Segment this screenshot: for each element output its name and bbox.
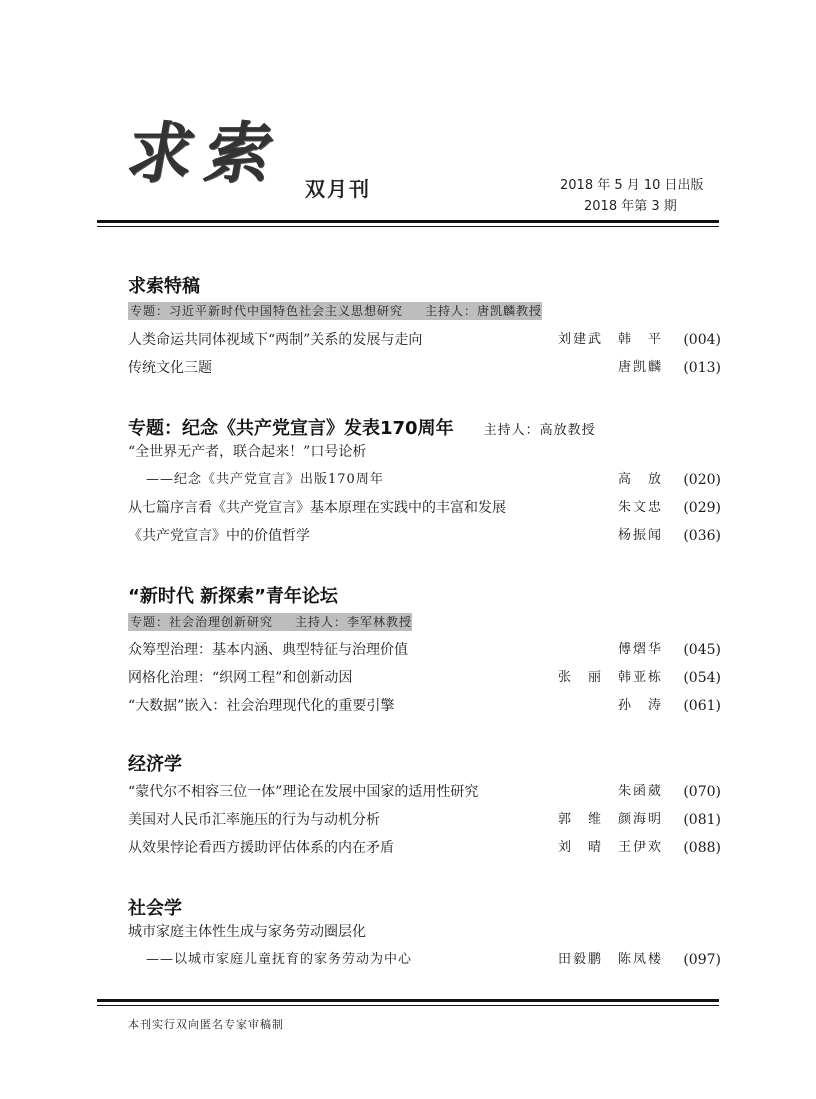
article-title: 网格化治理：“织网工程”和创新动因 bbox=[128, 670, 353, 686]
article-title: 从效果悖论看西方援助评估体系的内在矛盾 bbox=[128, 840, 394, 856]
footer-rule-thick bbox=[97, 999, 719, 1002]
toc-entry[interactable] bbox=[128, 640, 721, 660]
article-authors: 唐凯麟 bbox=[617, 360, 663, 375]
article-page: (004) bbox=[683, 332, 721, 348]
section-title: 社会学 bbox=[128, 898, 182, 919]
article-authors: 朱函葳 bbox=[617, 784, 663, 799]
article-authors: 孙 涛 bbox=[617, 698, 663, 713]
toc-entry[interactable] bbox=[128, 696, 721, 716]
article-subtitle: ——纪念《共产党宣言》出版170周年 bbox=[146, 472, 384, 487]
section-title: 经济学 bbox=[128, 754, 182, 775]
article-title: 城市家庭主体性生成与家务劳动圈层化 bbox=[128, 924, 366, 940]
section-title: “新时代 新探索”青年论坛 bbox=[128, 586, 338, 607]
article-authors: 高 放 bbox=[617, 472, 663, 487]
toc-entry[interactable] bbox=[128, 782, 721, 802]
toc-entry[interactable] bbox=[128, 498, 721, 518]
article-title: 传统文化三题 bbox=[128, 360, 212, 376]
toc-entry[interactable] bbox=[128, 526, 721, 546]
section-host: 主持人：高放教授 bbox=[483, 423, 596, 438]
toc-entry[interactable] bbox=[128, 358, 721, 378]
toc-entry[interactable] bbox=[128, 470, 721, 490]
toc-entry[interactable] bbox=[128, 838, 721, 858]
toc-entry[interactable] bbox=[128, 330, 721, 350]
article-subtitle: ——以城市家庭儿童抚育的家务劳动为中心 bbox=[146, 952, 413, 967]
article-authors: 田毅鹏 陈凤楼 bbox=[557, 952, 663, 967]
article-authors: 傅熠华 bbox=[617, 642, 663, 657]
section-title-text: 专题：纪念《共产党宣言》发表170周年 bbox=[128, 418, 454, 439]
publication-date: 2018 年 5 月 10 日出版 bbox=[560, 178, 704, 193]
toc-entry[interactable] bbox=[128, 922, 721, 942]
review-policy-note: 本刊实行双向匿名专家审稿制 bbox=[128, 1018, 284, 1031]
article-authors: 刘建武 韩 平 bbox=[557, 332, 663, 347]
article-title: 众筹型治理：基本内涵、典型特征与治理价值 bbox=[128, 642, 408, 658]
article-page: (045) bbox=[683, 642, 721, 658]
article-title: 《共产党宣言》中的价值哲学 bbox=[128, 528, 310, 544]
issue-number: 2018 年第 3 期 bbox=[584, 199, 677, 214]
journal-logo: 求索 bbox=[121, 114, 291, 192]
topic-bar bbox=[128, 613, 412, 631]
article-authors: 张 丽 韩亚栋 bbox=[557, 670, 663, 685]
article-authors: 刘 晴 王伊欢 bbox=[557, 840, 663, 855]
article-page: (013) bbox=[683, 360, 721, 376]
article-title: “蒙代尔不相容三位一体”理论在发展中国家的适用性研究 bbox=[128, 784, 479, 800]
section-title bbox=[128, 414, 596, 440]
toc-entry[interactable] bbox=[128, 810, 721, 830]
topic-host: 主持人：李军林教授 bbox=[295, 615, 413, 629]
topic-label: 专题：社会治理创新研究 bbox=[130, 615, 274, 629]
toc-entry[interactable] bbox=[128, 950, 721, 970]
article-authors: 郭 维 颜海明 bbox=[557, 812, 663, 827]
article-page: (097) bbox=[683, 952, 721, 968]
header-rule-thin bbox=[97, 226, 719, 227]
publication-frequency: 双月刊 bbox=[305, 177, 371, 201]
article-page: (081) bbox=[683, 812, 721, 828]
footer-rule-thin bbox=[97, 1005, 719, 1006]
topic-label: 专题：习近平新时代中国特色社会主义思想研究 bbox=[130, 304, 404, 318]
article-page: (036) bbox=[683, 528, 721, 544]
toc-entry[interactable] bbox=[128, 442, 721, 462]
toc-entry[interactable] bbox=[128, 668, 721, 688]
article-page: (088) bbox=[683, 840, 721, 856]
article-page: (029) bbox=[683, 500, 721, 516]
header-rule-thick bbox=[97, 220, 719, 223]
article-title: “全世界无产者，联合起来！”口号论析 bbox=[128, 444, 367, 460]
article-page: (061) bbox=[683, 698, 721, 714]
article-page: (020) bbox=[683, 472, 721, 488]
article-title: 人类命运共同体视域下“两制”关系的发展与走向 bbox=[128, 332, 423, 348]
topic-host: 主持人：唐凯麟教授 bbox=[425, 304, 543, 318]
article-authors: 朱文忠 bbox=[617, 500, 663, 515]
article-page: (070) bbox=[683, 784, 721, 800]
article-title: 从七篇序言看《共产党宣言》基本原理在实践中的丰富和发展 bbox=[128, 500, 506, 516]
section-title: 求索特稿 bbox=[128, 276, 200, 297]
topic-bar bbox=[128, 302, 542, 320]
article-page: (054) bbox=[683, 670, 721, 686]
article-title: 美国对人民币汇率施压的行为与动机分析 bbox=[128, 812, 380, 828]
article-authors: 杨振闻 bbox=[617, 528, 663, 543]
article-title: “大数据”嵌入：社会治理现代化的重要引擎 bbox=[128, 698, 395, 714]
